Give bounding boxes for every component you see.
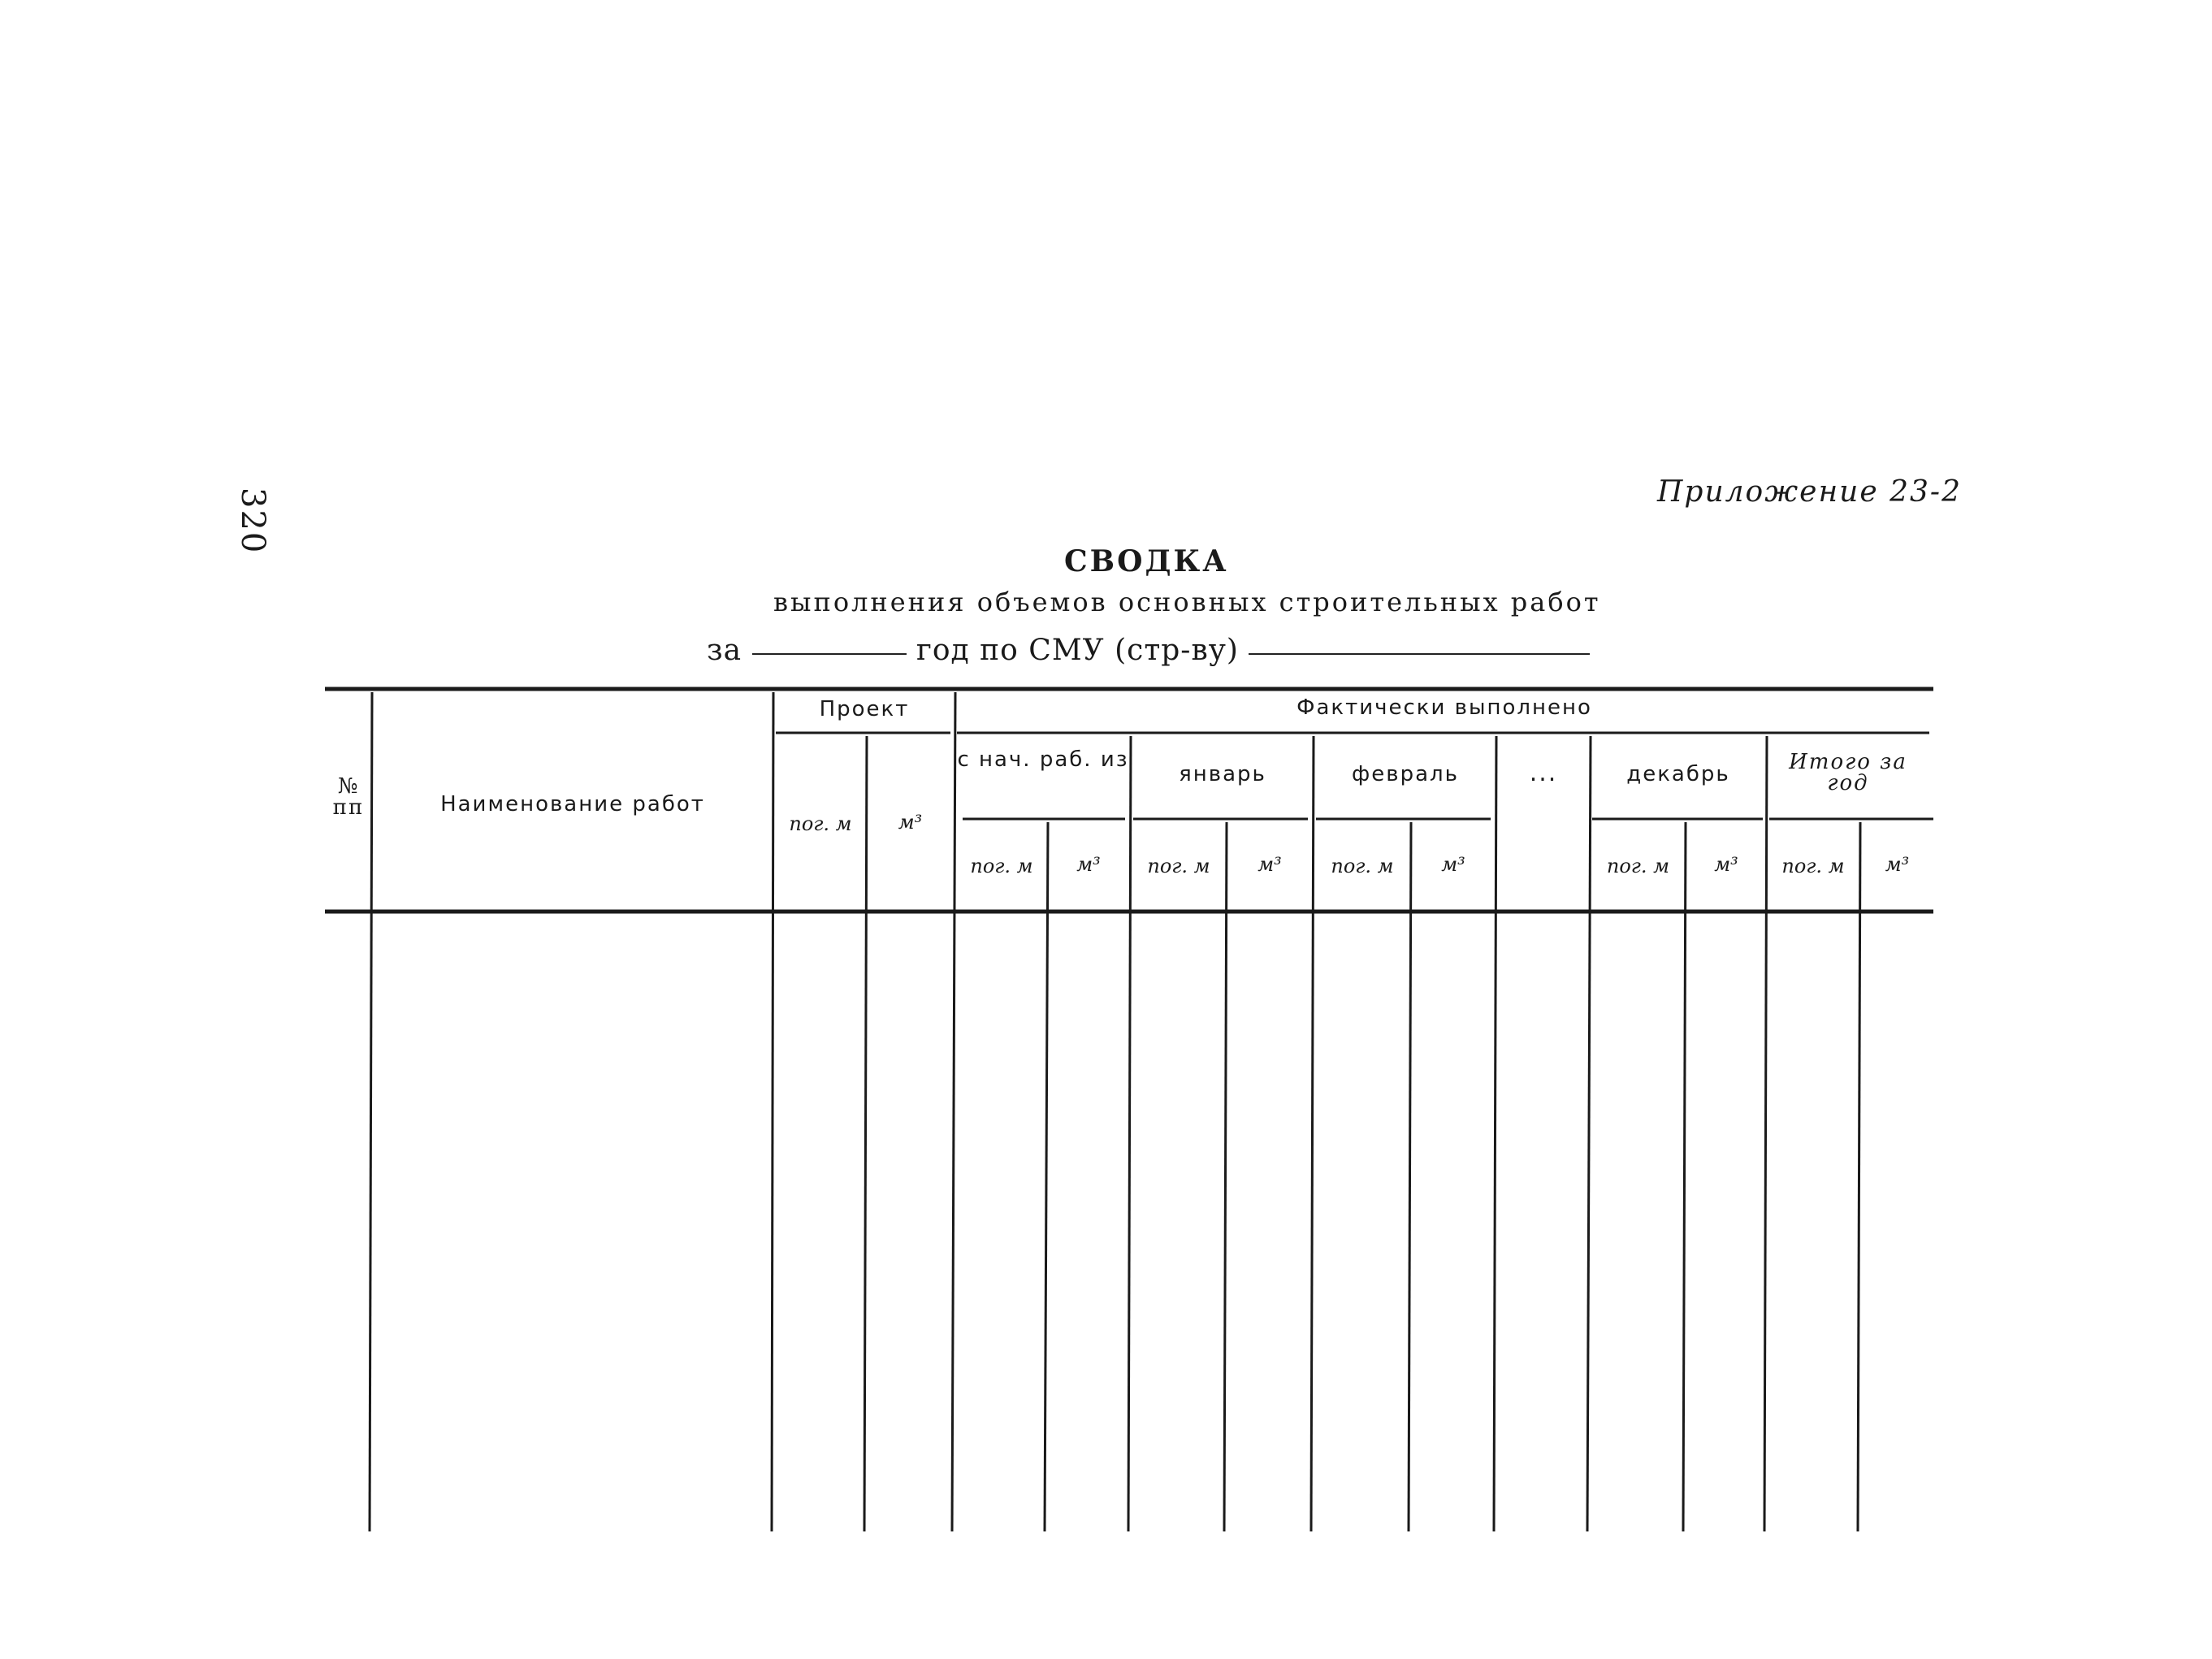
unit-feb-cubic: м³ bbox=[1441, 853, 1465, 876]
col-line-no bbox=[370, 692, 372, 1531]
header-from-start: с нач. раб. из bbox=[957, 747, 1129, 772]
document-title: СВОДКА bbox=[1064, 544, 1229, 578]
unit-jan-linear: пог. м bbox=[1147, 855, 1210, 877]
col-line-jan-mid bbox=[1224, 822, 1227, 1531]
unit-total-linear: пог. м bbox=[1781, 855, 1845, 877]
col-line-total-mid bbox=[1858, 822, 1860, 1531]
col-line-start-mid bbox=[1045, 822, 1048, 1531]
unit-project-linear: пог. м bbox=[789, 812, 852, 835]
header-no: № пп bbox=[332, 774, 365, 820]
document-subtitle: выполнения объемов основных строительных работ bbox=[773, 587, 1601, 617]
unit-start-linear: пог. м bbox=[970, 855, 1033, 877]
header-year-total: Итого за год bbox=[1789, 750, 1907, 795]
period-prefix: за bbox=[707, 634, 742, 667]
col-line-name bbox=[772, 692, 773, 1531]
unit-total-cubic: м³ bbox=[1885, 853, 1910, 876]
header-ellipsis: ... bbox=[1529, 759, 1558, 787]
page-number: 320 bbox=[234, 487, 271, 555]
period-middle: год по СМУ (стр-ву) bbox=[916, 634, 1239, 667]
header-december: декабрь bbox=[1626, 762, 1730, 786]
unit-feb-linear: пог. м bbox=[1331, 855, 1394, 877]
appendix-label: Приложение 23-2 bbox=[1657, 475, 1962, 509]
unit-dec-cubic: м³ bbox=[1714, 853, 1738, 876]
header-february: февраль bbox=[1352, 762, 1459, 786]
col-line-project-mid bbox=[864, 736, 867, 1531]
col-line-feb-mid bbox=[1409, 822, 1411, 1531]
unit-project-cubic: м³ bbox=[898, 811, 923, 834]
unit-jan-cubic: м³ bbox=[1258, 853, 1282, 876]
header-name: Наименование работ bbox=[440, 792, 705, 817]
header-project: Проект bbox=[819, 697, 910, 721]
header-january: январь bbox=[1179, 762, 1266, 786]
unit-dec-linear: пог. м bbox=[1606, 855, 1670, 877]
unit-start-cubic: м³ bbox=[1076, 853, 1101, 876]
col-line-dec-mid bbox=[1683, 822, 1686, 1531]
header-actual: Фактически выполнено bbox=[1296, 695, 1592, 720]
col-line-dec-start bbox=[1587, 736, 1591, 1531]
